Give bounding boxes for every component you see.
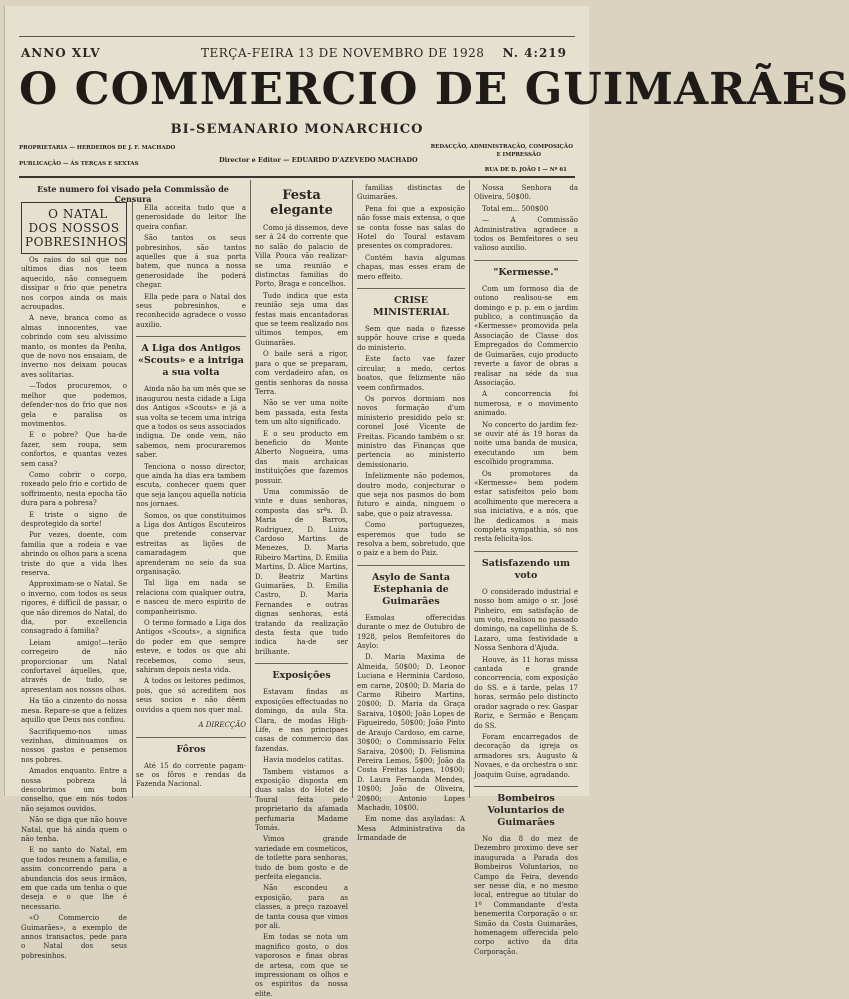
director-line: Director e Editor — EDUARDO D'AZEVEDO MACHADO (219, 156, 418, 164)
paragraph: E triste o signo de desprotegido da sorte! (21, 510, 127, 528)
paragraph: Infelizmente não podemos, doutro modo, conjecturar o que seja nos pasmos do bom futuro e ainda, ninguem o sabe, que o paiz atravessa. (357, 472, 465, 518)
paragraph: Estavam findas as exposições effectuadas no domingo, da aula Sta. Clara, de modas High-Life, e nas principaes casas de commercio das fazendas. (255, 688, 348, 753)
header-rule (19, 176, 575, 178)
paragraph: Com um formoso dia de outono realisou-se em domingo e p. p. em o jardim publico, a continuação da «Kermesse» promovida pela Associação de Classe dos Empregados do Commercio de Guimarães, cujo producto reverte a favor de obras a realisar na séde da sua Associação. (474, 284, 578, 387)
paragraph: Nossa Senhora da Oliveira, 50$00. (474, 184, 578, 202)
article-heading-exposicoes: Exposições (272, 670, 331, 682)
publication-line: PUBLICAÇÃO — ÁS TERÇAS E SEXTAS (19, 161, 139, 167)
paragraph: O termo formado a Liga dos Antigos «Scouts», a significa do poder em que sempre esteve, e todos os que ahi recebemos, como seus, sahiram depois nesta vida. (136, 619, 246, 675)
section-divider (255, 663, 348, 664)
masthead-subtitle: BI-SEMANARIO MONARCHICO (170, 122, 424, 137)
paragraph: Até 15 do corrente pagam-se os fôros e rendas da Fazenda Nacional. (136, 761, 246, 789)
paragraph: A todos os leitores pedimos, pois, que só acreditem nos seus socios e não dêem ouvidos a quem nos quer mal. (136, 677, 246, 714)
paragraph: Em todas se nota um magnifico gosto, o dos vaporosos e finas obras de artesa, com que se impressionam os olhos e os espiritos da nossa elite. (255, 933, 348, 998)
paragraph: —Todos procuremos, o melhor que podemos, defender-nos do frio que nos gela e paralisa os movimentos. (21, 382, 127, 428)
article-heading-festa: Festa elegante (270, 188, 333, 218)
article-heading-foros: Fôros (176, 743, 206, 755)
signature: A DIRECÇÃO (198, 721, 246, 730)
paragraph: No concerto do jardim fez-se ouvir até ás 19 horas da noite uma banda de musica, executando um bem escolhido programma. (474, 420, 578, 467)
article-heading-kermesse: "Kermesse." (493, 266, 559, 278)
paragraph: Não se ver uma noite bem passada, esta festa tem um alto significado. (255, 399, 348, 427)
proprietor-line: PROPRIETARIA — HERDEIROS DE J. F. MACHADO (19, 145, 176, 151)
paragraph: Uma commissão de vinte e duas senhoras, composta das srªs. D. Maria de Barros, Rodriguez, D. Luiza Cardoso Martins de Menezes, D. Maria Ribeiro Martins, D. Emilia Martins, D. Alice Martins, D. Beatriz Martins Guimarães, D. Emilia Castro, D. Maria Fernandes e outras dignas senhoras, está tratando da realização desta festa que tudo indica ha-de ser brilhante. (255, 487, 348, 656)
newspaper-page (4, 6, 849, 998)
paragraph: E o pobre? Que ha-de fazer, sem roupa, sem confortos, e quantas vezes sem casa? (21, 431, 127, 468)
paragraph: Ha tão a cinzento do nossa mesa. Repare-se que a felizes aquillo que Deus nos confiou. (21, 697, 127, 725)
paragraph: Os promotores da «Kermesse» bem podem estar satisfeitos pelo bom acolhimento que merecera a sua iniciativa, e a nós, que lhe dedicamos a mais completa sympathia, só nos resta felicita-los. (474, 469, 578, 544)
paragraph: Leiam amigo!—terão corregeiro de não proporcionar um Natal confortavel áquelles, que, através de tudo, se apresentam aos nossos olhos. (21, 638, 127, 694)
paragraph: Ella acceita tudo que a generosidade do leitor lhe queira confiar. (136, 204, 246, 231)
paragraph: Como portuguezes, esperemos que tudo se resolva a bem, sobretudo, que o paiz e a bem do Paiz. (357, 521, 465, 558)
paragraph: A neve, branca como as almas innocentes, vae cobrindo com seu alvissimo manto, os montes da Penha, que de novo nos ensaiam, de inverno nos deixam poucas aves solitarias. (21, 314, 127, 379)
article-heading-liga: A Liga dos Antigos «Scouts» e a intriga a sua volta (138, 343, 244, 379)
column-4 (357, 184, 465, 843)
paragraph: Ella pede para o Natal dos seus pobresinhos, e reconhecido agradece o vosso auxilio. (136, 292, 246, 329)
article-heading-voto: Satisfazendo um voto (481, 557, 571, 581)
censorship-notice: Este numero foi visado pela Commissão de Censura (37, 184, 229, 204)
paragraph: Tal liga em nada se relaciona com qualquer outra, e nasceu de mero espirito de companheirismo. (136, 579, 246, 616)
column-divider-3 (352, 180, 353, 798)
paragraph: Houve, ás 11 horas missa cantada e grande concorrencia, com exposição do SS. e á tarde, pelas 17 horas, sermão pelo distincto orador sagrado o rev. Gaspar Roriz, e Sermão e Bençam do SS. (474, 655, 578, 730)
paragraph: Sacrifiquemo-nos umas vezinhas, diminuamos os nossos gastos e pensemos nos pobres. (21, 727, 127, 764)
paragraph: — A Commissão Administrativa agradece a todos os Bemfeitores o seu valioso auxilio. (474, 216, 578, 253)
section-divider (357, 565, 465, 566)
paragraph: Vimos grande variedade em cosmeticos, de toilette para senhoras, tudo de bom gosto e de perfeita elegancia. (255, 835, 348, 881)
paragraph: O baile será a rigor, para o que se preparam, com verdadeiro afan, os gentis senhoras da nossa Terra. (255, 350, 348, 396)
paragraph: A concorrencia foi numerosa, e o movimento animado. (474, 390, 578, 418)
paragraph: O considerado industrial e nosso bom amigo o sr. José Pinheiro, em satisfação de um voto, realisou no passado domingo, na capellinha de S. Lazaro, uma festividade a Nossa Senhora d'Ajuda. (474, 587, 578, 653)
paragraph: Sem que nada o fizesse suppôr houve crise e queda do ministerio. (357, 325, 465, 352)
paragraph: E no santo do Natal, em que todos reunem a familia, e assim concorrendo para a abundancia dos seus irmãos, em que cada um tenha o que deseja e o que lhe é necessario. (21, 846, 127, 911)
column-2 (136, 204, 246, 798)
paragraph: Tenciona o nosso director, que ainda ha dias era tambem escuta, conhecer quem quer que seja lançou aquella noticia nos jornaes. (136, 462, 246, 509)
office-line-1: REDACÇÃO, ADMINISTRAÇÃO, COMPOSIÇÃO (430, 144, 573, 150)
section-divider (357, 288, 465, 289)
paragraph: Em nome das asyladas: A Mesa Administrativa da Irmandade de (357, 815, 465, 843)
section-divider (474, 551, 578, 552)
paragraph: Tudo indica que esta reunião seja uma das festas mais encantadoras que se teem realizado nos ultimos tempos, em Guimarães. (255, 291, 348, 347)
paragraph: Pena foi que a exposição não fosse mais extensa, o que se conta fosse nas salas do Hotel do Toural estavam presentes os compradores. (357, 204, 465, 251)
paragraph: Tambem vistamos a exposição disposta em duas salas do Hotel de Toural feita pelo proprietario da afamada perfumaria Madame Tomás. (255, 767, 348, 832)
column-divider-4 (469, 180, 470, 798)
article-heading-bombeiros: Bombeiros Voluntarios de Guimarães (487, 792, 565, 828)
paragraph: Contém havia algumas chapas, mas esses eram de mero effeito. (357, 253, 465, 281)
section-divider (136, 336, 246, 337)
article-heading-crise: CRISE MINISTERIAL (373, 295, 449, 319)
issue-date: TERÇA-FEIRA 13 DE NOVEMBRO DE 1928 (201, 46, 485, 60)
paragraph: Não escondeu a exposição, para as classes, a preço razoavel de tanta cousa que vimos por ali. (255, 884, 348, 931)
paragraph: familias distinctas de Guimarães. (357, 184, 465, 202)
paragraph: D. Maria Maxima de Almeida, 50$00; D. Leonor Luciana e Herminia Cardoso, em carne, 20$00; D. Maria do Carmo Ribeiro Martins, 20$00; D. Maria da Graça Saraiva, 10$00; João Lopes de Figueiredo, 50$00; João Pinto de Araujo Cardoso, em carne, 30$00; o Commissario Felix Saraiva, 20$00; D. Felismina Pereira Lemos, 5$00; João da Costa Freitas Lopes, 10$00; D. Laura Fernanda Mendes, 10$00; João de Oliveira, 20$00; Antonio Lopes Machado, 10$00. (357, 653, 465, 812)
paragraph: Os raios do sol que nos ultimos dias nos teem aquecido, não conseguem dissipar o frio que penetra nos corpos ainda os mais acroupados. (21, 256, 127, 312)
masthead-title: O COMMERCIO DE GUIMARÃES (19, 64, 849, 115)
paragraph: Ainda não ha um mês que se inaugurou nesta cidade a Liga dos Antigos «Scouts» e já a sua volta se tecem uma intriga que a todos os seus associados indigna. De onde vem, não sabemos, nem procuraremos saber. (136, 385, 246, 460)
paragraph: No dia 8 do mez de Dezembro proximo deve ser inaugurada a Parada dos Bombeiros Voluntarios, no Campo da Feira, devendo ser nesse dia, e no mesmo local, entregue ao titular do 1º Commandante d'esta benemerita Corporação o sr. Simão da Costa Guimarães, homenagem offerecida pelo corpo activo da dita Corporação. (474, 834, 578, 956)
paragraph: Como já dissemos, deve ser á 24 do corrente que no salão do palacio de Villa Pouca vão realizar-se uma reunião e distinctas familias do Porto, Braga e concelhos. (255, 224, 348, 289)
paragraph: Approximam-se o Natal. Se o inverno, com todos os seus rigores, é difficil de passar, o que não diremos do Natal, do dia, por excellencia consagrado á familia? (21, 580, 127, 636)
section-divider (474, 786, 578, 787)
paragraph: «O Commercio de Guimarães», a exemplo de annos transactos, pede para o Natal dos seus pobresinhos. (21, 914, 127, 960)
paragraph: Havia modelos catitas. (263, 756, 344, 765)
section-divider (136, 737, 246, 738)
paragraph: Não se diga que não houve Natal, que há ainda quem o não tenha. (21, 816, 127, 843)
section-divider (474, 260, 578, 261)
paragraph: Este facto vae fazer circular, a medo, certos boatos, que felizmente não veem confirmados. (357, 355, 465, 392)
paragraph: São tantos os seus pobresinhos, são tantos aquelles que á sua porta batem, que nunca a nossa generosidade lhe poderá chegar. (136, 234, 246, 290)
column-divider-1 (132, 202, 133, 798)
paragraph: Como cobrir o corpo, roxeado pelo frio e cortido de soffrimento, nesta epocha tão dura para a pobresa? (21, 470, 127, 508)
volume-label: ANNO XLV (21, 46, 101, 60)
issue-number: N. 4:219 (502, 46, 567, 60)
paragraph: Os porvos dormiam nos novos formação d'um ministerio presidido pelo sr. coronel José Vicente de Freitas. Ficando também o sr. ministro das Finanças que pertencia ao ministerio demissionario. (357, 394, 465, 469)
paragraph: Amados enquanto. Entre a nossa pobreza lá descobrimos um bom conselho, que em nós todos não sejamos ouvidos. (21, 767, 127, 813)
office-line-3: RUA DE D. JOÃO I — Nº 61 (484, 167, 567, 173)
top-rule (19, 36, 575, 37)
paragraph: Por vezes, doente, com familia que a rodeia e vae abrindo os olhos para a scena triste do que a vida lhes reserva. (21, 531, 127, 577)
article-heading-asylo: Asylo de Santa Estephania de Guimarães (372, 571, 450, 607)
paragraph: Total em... 500$00 (482, 204, 549, 213)
column-1 (21, 202, 128, 960)
office-line-2: E IMPRESSÃO (496, 152, 541, 158)
paragraph: Esmolas offerecidas durante o mez de Outubro de 1928, pelos Bemfeitores do Asylo: (357, 613, 465, 651)
paragraph: E o seu producto em beneficio do Monte Alberto Nogueira, uma das mais archaicas instituições que fazemos possuir. (255, 429, 348, 485)
article-heading-natal: O NATAL DOS NOSSOS POBRESINHOS (21, 202, 127, 254)
column-3 (255, 184, 348, 998)
paragraph: Foram encarregados de decoração da igreja os armadores srs. Augusto & Novaes, e da orchestra o snr. Joaquim Guise, agradando. (474, 732, 578, 779)
paragraph: Somos, os que constituimos a Liga dos Antigos Escuteiros que pretende conservar estreitas as lições de camaradagem que aprenderam no seio da sua organisação. (136, 511, 246, 576)
column-divider-2 (250, 180, 251, 798)
column-5 (474, 184, 578, 956)
